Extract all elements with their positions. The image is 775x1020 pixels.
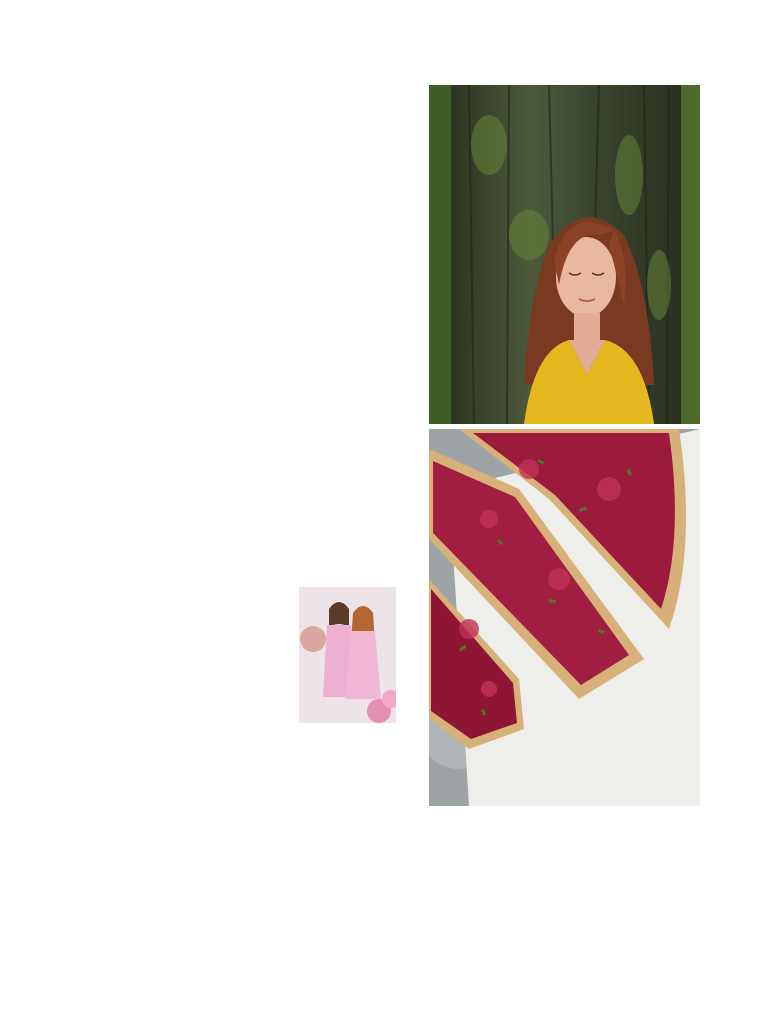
page-footer — [693, 985, 707, 1001]
photo-woman-tree — [429, 85, 700, 424]
woman-tree-illustration — [429, 85, 700, 424]
cover-models-illustration — [299, 587, 396, 723]
cover-thumbnail — [299, 587, 396, 723]
photo-cherry-tart — [429, 429, 700, 806]
tart-illustration — [429, 429, 700, 806]
